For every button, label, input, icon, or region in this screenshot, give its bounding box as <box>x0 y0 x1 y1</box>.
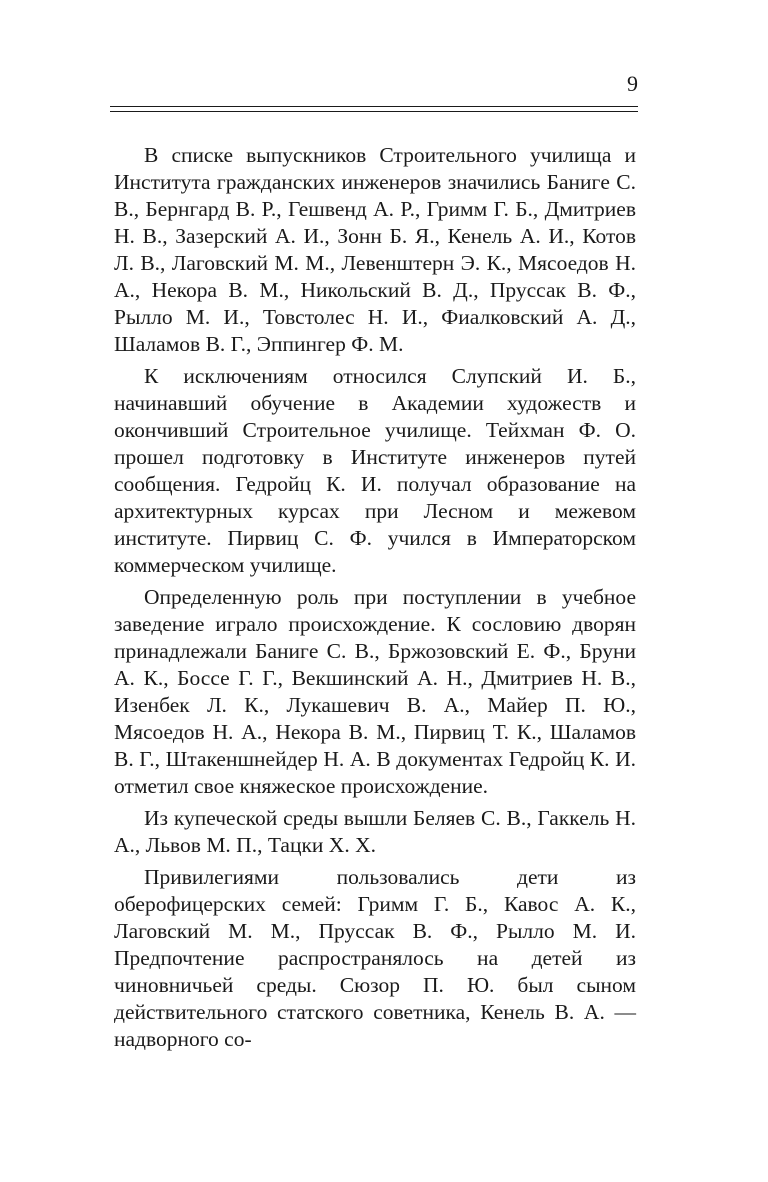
body-text <box>114 142 636 1058</box>
header-rule <box>110 106 638 112</box>
paragraph-privileges: Привилегиями пользовались дети из оберофицерских семей: Гримм Г. Б., Кавос А. К., Лаговский М. М., Пруссак В. Ф., Рылло М. И. Предпочтение распространялось на детей из чиновничьей среды. Сюзор П. Ю. был сыном действительного статского советника, Кенель В. А. — надворного со- <box>114 865 636 1051</box>
paragraph-graduates: В списке выпускников Строительного училища и Института гражданских инженеров значились Банигe С. В., Бернгард В. Р., Гешвенд А. Р., Гримм Г. Б., Дмитриев Н. В., Зазерский А. И., Зонн Б. Я., Кенель А. И., Котов Л. В., Лаговский М. М., Левенштерн Э. К., Мясоедов Н. А., Некора В. М., Никольский В. Д., Пруссак В. Ф., Рылло М. И., Товстолес Н. И., Фиалковский А. Д., Шаламов В. Г., Эппингер Ф. М. <box>114 143 636 356</box>
page-number: 9 <box>627 71 638 96</box>
paragraph-origin: Определенную роль при поступлении в учебное заведение играло происхождение. К сословию дворян принадлежали Банигe С. В., Бржозовский Е. Ф., Бруни А. К., Боссе Г. Г., Векшинский А. Н., Дмитриев Н. В., Изенбек Л. К., Лукашевич В. А., Майер П. Ю., Мясоедов Н. А., Некора В. М., Пирвиц Т. К., Шаламов В. Г., Штакеншнейдер Н. А. В документах Гедройц К. И. отметил свое княжеское происхождение. <box>114 585 636 798</box>
paragraph-merchants: Из купеческой среды вышли Беляев С. В., Гаккель Н. А., Львов М. П., Тацки Х. Х. <box>114 806 636 857</box>
paragraph-exceptions: К исключениям относился Слупский И. Б., начинавший обучение в Академии художеств и окончивший Строительное училище. Тейхман Ф. О. прошел подготовку в Институте инженеров путей сообщения. Гедройц К. И. получал образование на архитектурных курсах при Лесном и межевом институте. Пирвиц С. Ф. учился в Императорском коммерческом училище. <box>114 364 636 577</box>
